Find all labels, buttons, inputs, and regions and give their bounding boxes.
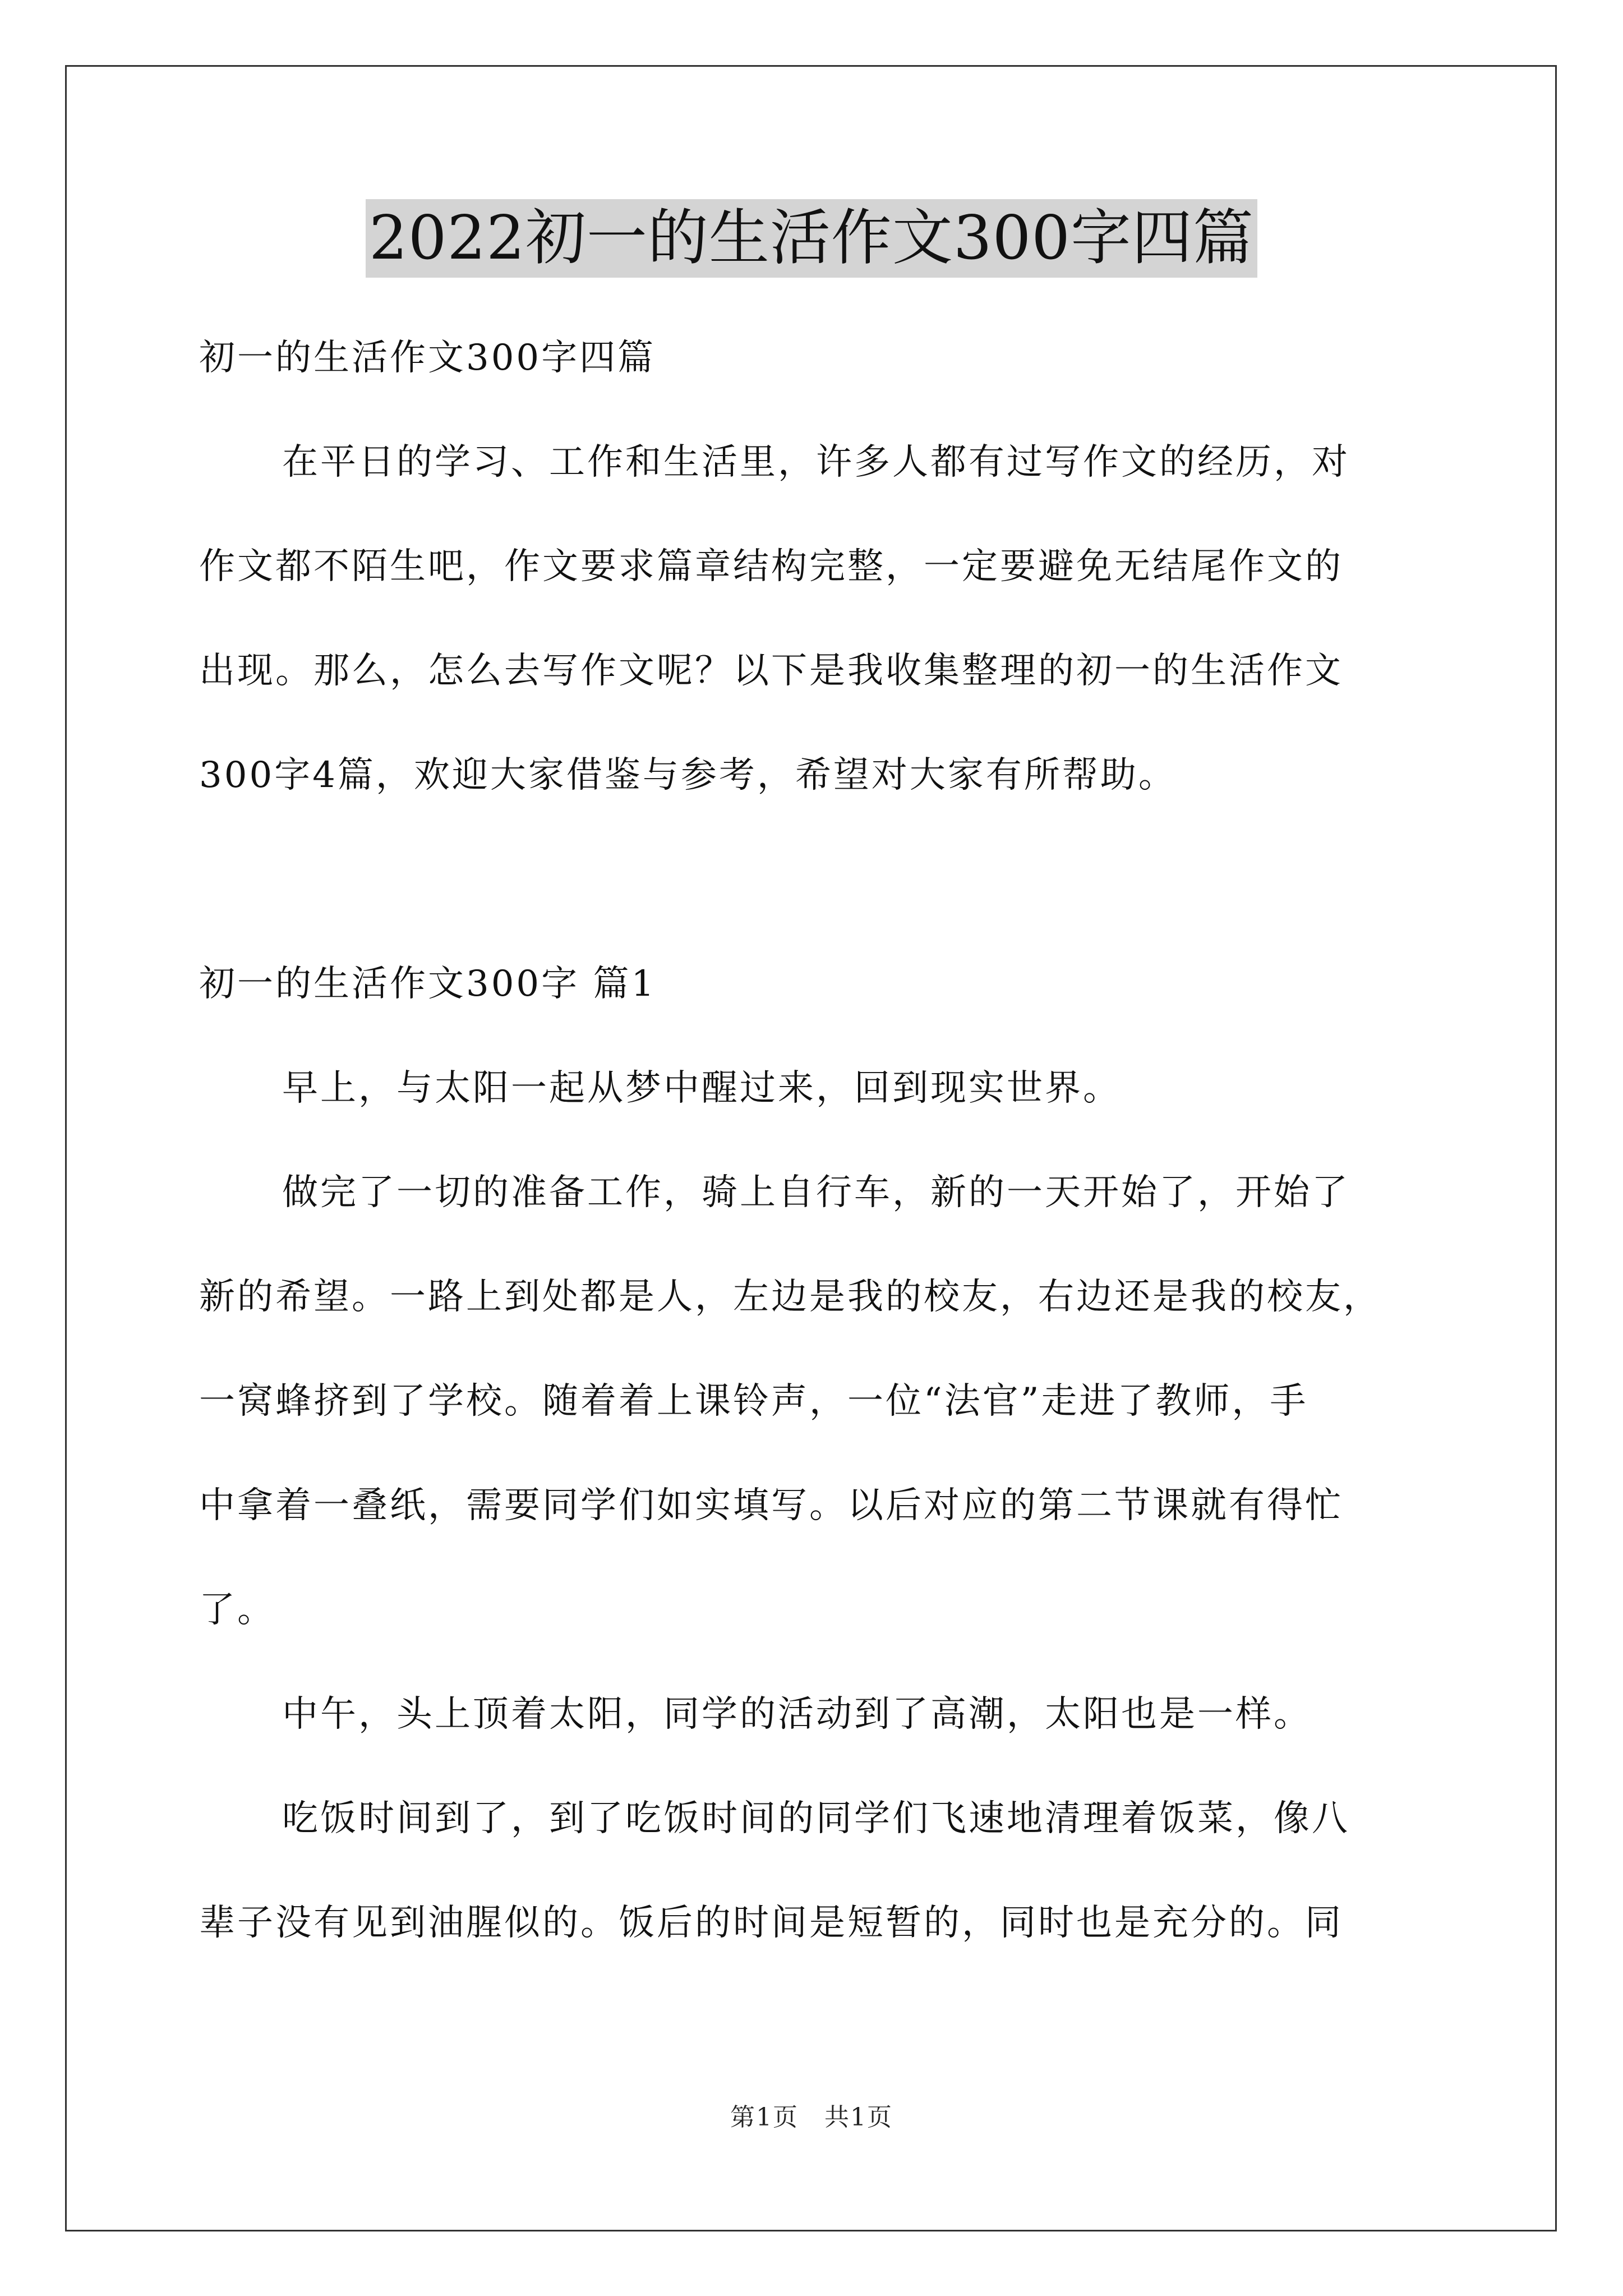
document-title: 2022初一的生活作文300字四篇 [366,199,1257,278]
text-line: 300字4篇，欢迎大家借鉴与参考，希望对大家有所帮助。 [199,754,1177,796]
text-line: 一窝蜂挤到了学校。随着着上课铃声，一位“法官”走进了教师，手 [199,1381,1308,1422]
text-line: 做完了一切的准备工作，骑上自行车，新的一天开始了，开始了 [282,1172,1350,1213]
title-container [0,199,1623,278]
text-line: 中午，头上顶着太阳，同学的活动到了高潮，太阳也是一样。 [282,1694,1312,1735]
text-line: 初一的生活作文300字四篇 [199,337,656,379]
text-line: 作文都不陌生吧，作文要求篇章结构完整，一定要避免无结尾作文的 [199,546,1343,587]
text-line: 中拿着一叠纸，需要同学们如实填写。以后对应的第二节课就有得忙 [199,1485,1343,1526]
text-line: 了。 [199,1589,275,1631]
page-total: 共1页 [824,2103,893,2132]
page-footer [0,2097,1623,2133]
text-line: 辈子没有见到油腥似的。饭后的时间是短暂的，同时也是充分的。同 [199,1902,1343,1944]
text-line: 早上，与太阳一起从梦中醒过来，回到现实世界。 [282,1068,1121,1109]
page-current: 第1页 [730,2103,799,2132]
paragraph-gap [199,827,1450,932]
text-line: 吃饭时间到了，到了吃饭时间的同学们飞速地清理着饭菜，像八 [282,1798,1350,1839]
document-body [199,306,1450,1975]
text-line: 初一的生活作文300字 篇1 [199,963,657,1005]
text-line: 出现。那么，怎么去写作文呢？以下是我收集整理的初一的生活作文 [199,650,1343,692]
text-line: 新的希望。一路上到处都是人，左边是我的校友，右边还是我的校友， [199,1276,1381,1318]
text-line: 在平日的学习、工作和生活里，许多人都有过写作文的经历，对 [282,441,1350,483]
